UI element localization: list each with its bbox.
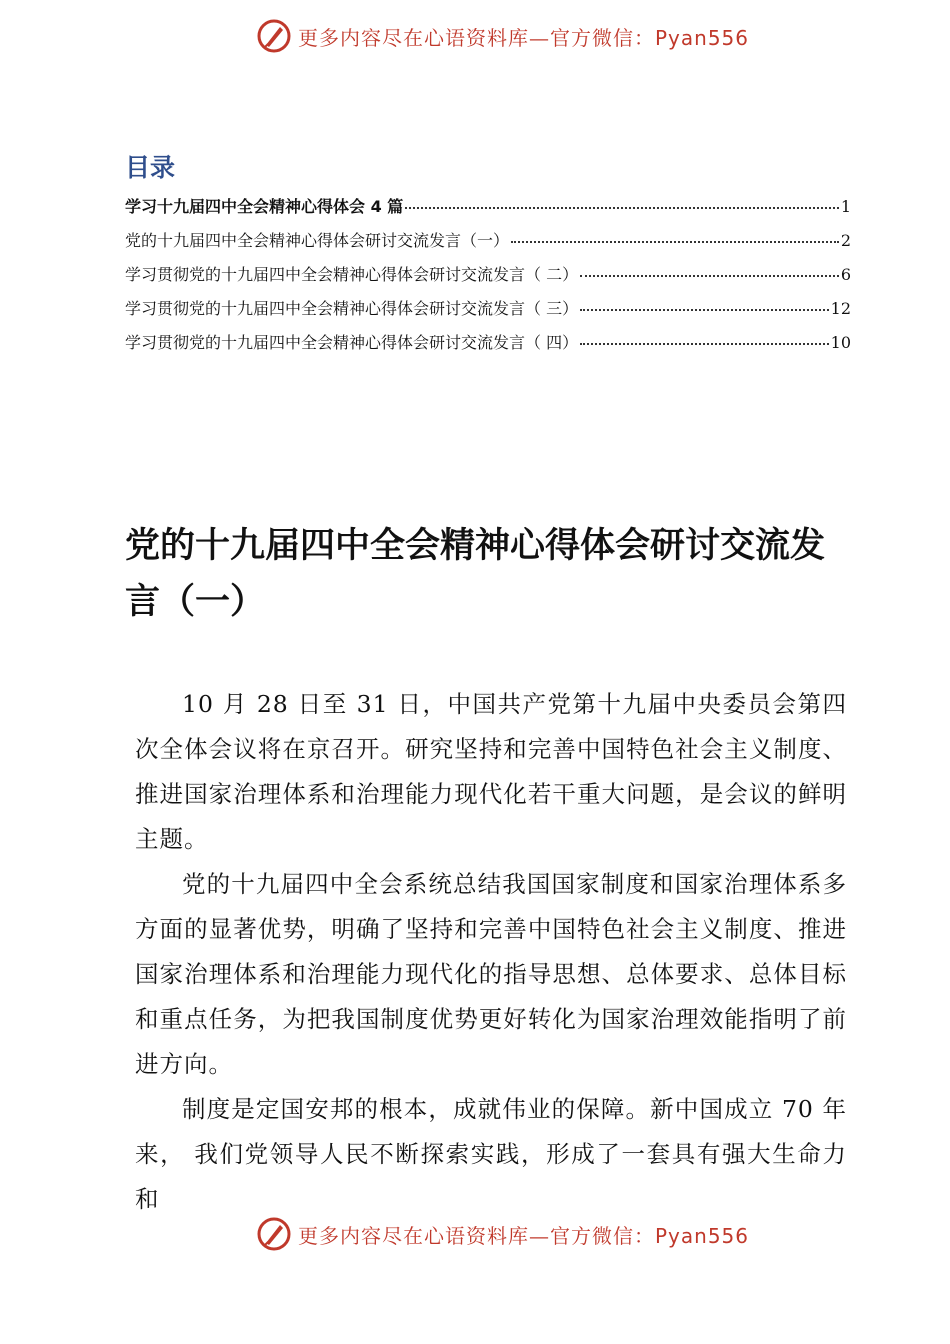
toc-entry[interactable] <box>125 194 851 228</box>
toc-entry-page: 10 <box>830 333 851 352</box>
toc-leader-dots <box>580 342 829 345</box>
toc-entry[interactable] <box>125 228 851 262</box>
toc-leader-dots <box>511 240 839 243</box>
body-paragraph: 制度是定国安邦的根本，成就伟业的保障。新中国成立 70 年来， 我们党领导人民不断探索实践，形成了一套具有强大生命力和 <box>135 1095 847 1213</box>
wechat-id: Pyan556 <box>655 25 750 50</box>
quill-logo-icon <box>256 18 292 54</box>
toc-entry-label: 学习贯彻党的十九届四中全会精神心得体会研讨交流发言（ 三） <box>125 299 579 318</box>
toc-leader-dots <box>405 206 839 209</box>
toc-entry-page: 1 <box>840 197 851 216</box>
quill-logo-icon <box>256 1216 292 1252</box>
footer-banner <box>256 1214 749 1254</box>
toc-entry-page: 2 <box>840 231 851 250</box>
banner-text: 更多内容尽在心语资料库—官方微信：Pyan556 <box>298 25 750 50</box>
toc-entry-page: 12 <box>830 299 851 318</box>
body-paragraph: 10 月 28 日至 31 日，中国共产党第十九届中央委员会第四次全体会议将在京召开。研究坚持和完善中国特色社会主义制度、推进国家治理体系和治理能力现代化若干重大问题，是会议的鲜明主题。 <box>135 690 847 853</box>
toc-entry-label: 党的十九届四中全会精神心得体会研讨交流发言（一） <box>125 231 510 250</box>
toc-leader-dots <box>580 274 839 277</box>
toc-entry-label: 学习贯彻党的十九届四中全会精神心得体会研讨交流发言（ 四） <box>125 333 579 352</box>
section-title: 党的十九届四中全会精神心得体会研讨交流发言（一） <box>125 526 826 622</box>
banner-text: 更多内容尽在心语资料库—官方微信：Pyan556 <box>298 1223 750 1248</box>
header-banner <box>256 16 749 56</box>
toc-entry-label: 学习十九届四中全会精神心得体会 4 篇 <box>125 197 404 216</box>
section-body <box>135 682 847 1222</box>
wechat-id: Pyan556 <box>655 1223 750 1248</box>
toc-entry[interactable] <box>125 296 851 330</box>
body-paragraph: 党的十九届四中全会系统总结我国国家制度和国家治理体系多方面的显著优势，明确了坚持和完善中国特色社会主义制度、推进国家治理体系和治理能力现代化的指导思想、总体要求、总体目标和重点任务，为把我国制度优势更好转化为国家治理效能指明了前进方向。 <box>135 870 847 1078</box>
toc-entry-label: 学习贯彻党的十九届四中全会精神心得体会研讨交流发言（ 二） <box>125 265 579 284</box>
table-of-contents <box>125 152 851 364</box>
toc-title: 目录 <box>125 153 176 182</box>
toc-entry[interactable] <box>125 330 851 364</box>
toc-entry-page: 6 <box>840 265 851 284</box>
toc-leader-dots <box>580 308 829 311</box>
toc-entry[interactable] <box>125 262 851 296</box>
